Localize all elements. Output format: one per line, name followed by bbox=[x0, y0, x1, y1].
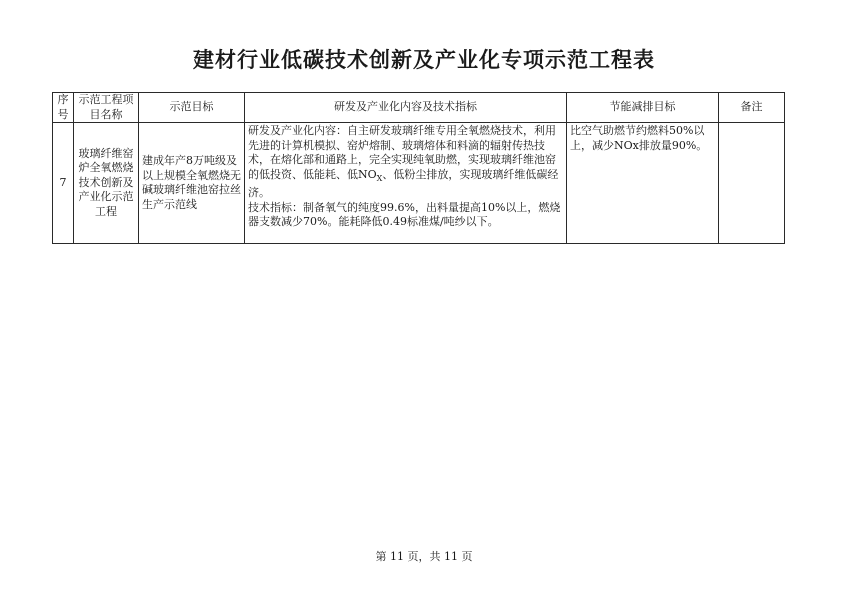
content-description: 研发及产业化内容：自主研发玻璃纤维专用全氧燃烧技术，利用先进的计算机模拟、窑炉熔制、玻璃熔体和料滴的辐射传热技术，在熔化部和通路上，完全实现纯氧助燃，实现玻璃纤维池窑的低投资、低能耗、低$NO_X$、低粉尘排放，实现玻璃纤维低碳经济。 bbox=[248, 124, 559, 200]
header-goal: 示范目标 bbox=[139, 93, 245, 123]
header-energy: 节能减排目标 bbox=[567, 93, 719, 123]
row-content bbox=[245, 123, 567, 244]
table-row bbox=[53, 123, 785, 244]
header-name: 示范工程项目名称 bbox=[74, 93, 139, 123]
demo-project-table bbox=[52, 92, 785, 244]
table-header-row bbox=[53, 93, 785, 123]
header-content: 研发及产业化内容及技术指标 bbox=[245, 93, 567, 123]
header-remarks: 备注 bbox=[719, 93, 785, 123]
row-num: 7 bbox=[53, 123, 74, 244]
row-goal: 建成年产8万吨级及以上规模全氧燃烧无碱玻璃纤维池窑拉丝生产示范线 bbox=[139, 123, 245, 244]
page-footer: 第 11 页，共 11 页 bbox=[375, 550, 473, 563]
row-remarks bbox=[719, 123, 785, 244]
content-tech-indicators: 技术指标：制备氧气的纯度99.6%，出料量提高10%以上，燃烧器支数减少70%。能耗降低0.49标准煤/吨纱以下。 bbox=[248, 200, 561, 229]
header-num: 序号 bbox=[53, 93, 74, 123]
page-title: 建材行业低碳技术创新及产业化专项示范工程表 bbox=[193, 48, 655, 72]
row-project-name: 玻璃纤维窑炉全氧燃烧技术创新及产业化示范工程 bbox=[74, 123, 139, 244]
row-energy-target: 比空气助燃节约燃料50%以上，减少NOx排放量90%。 bbox=[567, 123, 719, 244]
